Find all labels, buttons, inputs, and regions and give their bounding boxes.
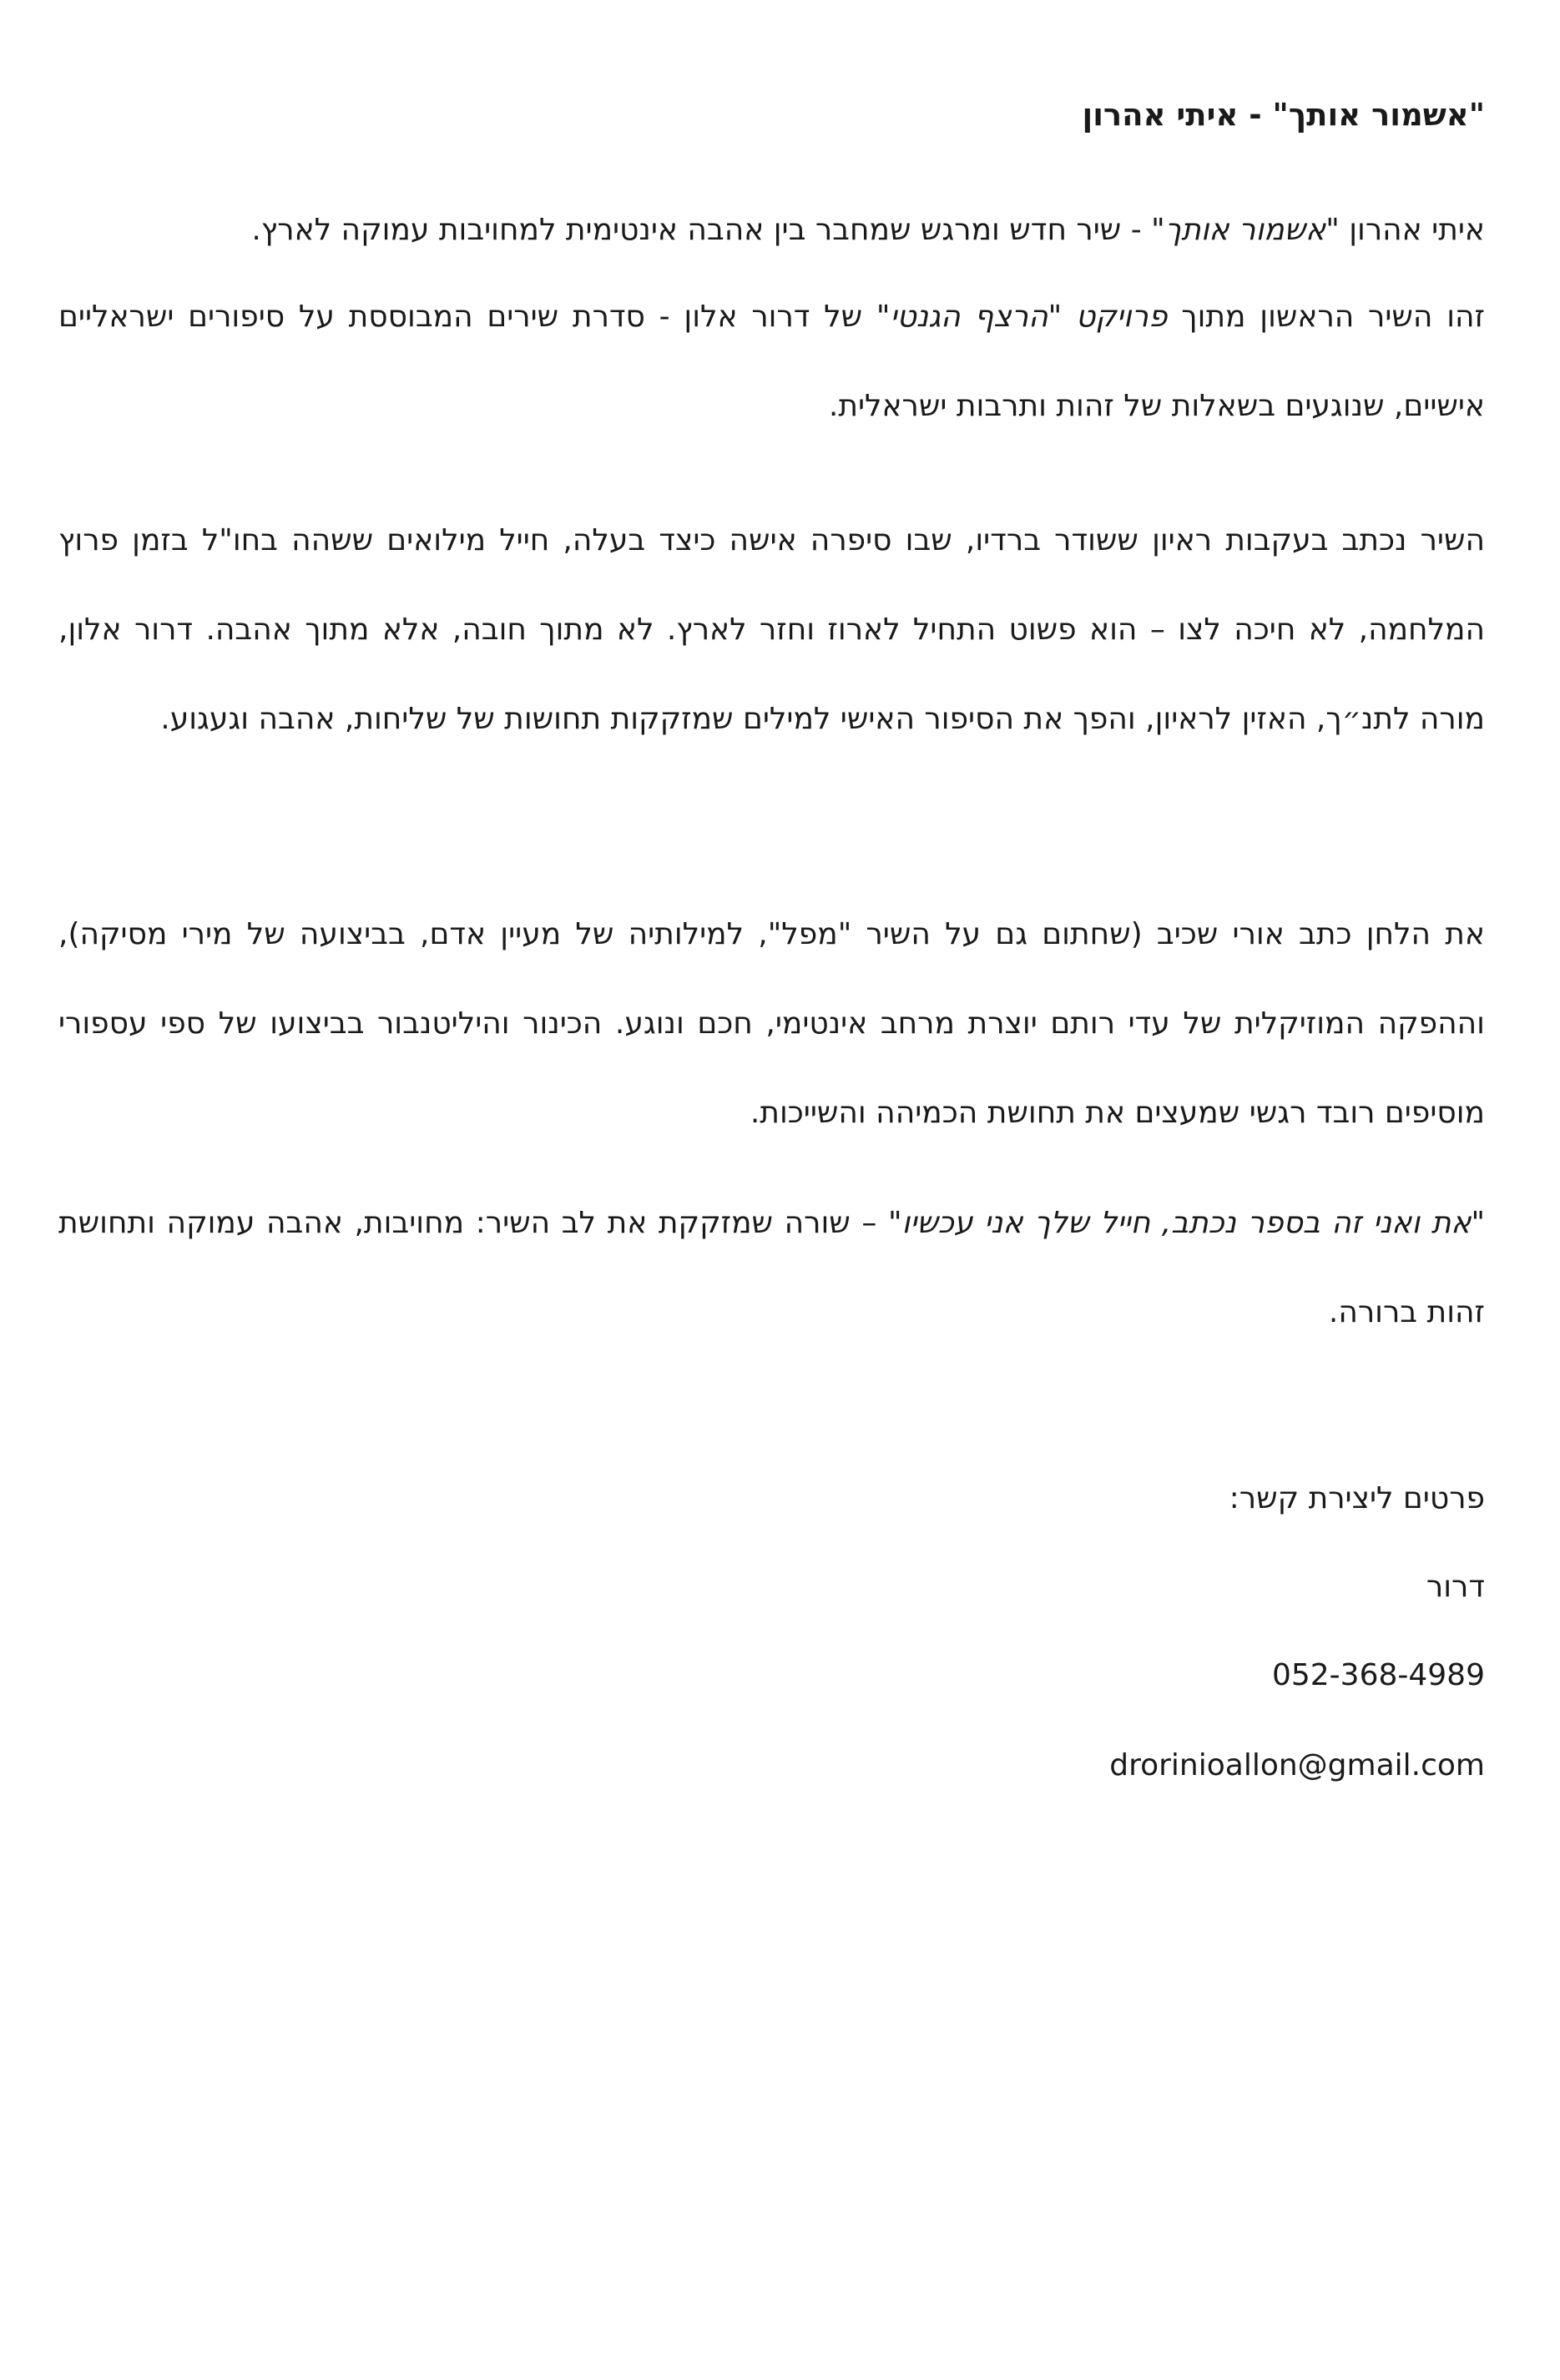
paragraph-credits bbox=[58, 890, 1485, 1157]
paragraph-project bbox=[58, 272, 1485, 451]
contact-phone: 052-368-4989 bbox=[1271, 1658, 1485, 1692]
contact-email: drorinioallon@gmail.com bbox=[1109, 1748, 1485, 1782]
text-segment: זהו השיר הראשון מתוך bbox=[1167, 300, 1485, 334]
paragraph-intro bbox=[58, 185, 1485, 275]
text-segment: את הלחן כתב אורי שכיב (שחתום גם על השיר "מפל", למילותיה של מעיין אדם, בביצועה של מירי מסיקה), וההפקה המוזיקלית של עדי רותם יוצרת מרחב אינטימי, חכם ונוגע. הכינור והיליטנבור בביצועו של ספי עספורי מוסיפים רובד רגשי שמעצים את תחושת הכמיהה והשייכות. bbox=[58, 917, 1485, 1130]
text-segment: של דרור אלון - סדרת שירים המבוססת על סיפורים ישראליים אישיים, שנוגעים בשאלות של זהות ותרבות ישראלית. bbox=[58, 300, 1485, 423]
text-segment: איתי אהרון bbox=[1339, 213, 1485, 247]
text-segment: - שיר חדש ומרגש שמחבר בין אהבה אינטימית למחויבות עמוקה לארץ. bbox=[251, 213, 1152, 247]
text-segment: השיר נכתב בעקבות ראיון ששודר ברדיו, שבו סיפרה אישה כיצד בעלה, חייל מילואים ששהה בחו"ל בזמן פרוץ המלחמה, לא חיכה לצו – הוא פשוט התחיל לארוז וחזר לארץ. לא מתוך חובה, אלא מתוך אהבה. דרור אלון, מורה לתנ״ך, האזין לראיון, והפך את הסיפור האישי למילים שמזקקות תחושות של שליחות, אהבה וגעגוע. bbox=[58, 523, 1485, 736]
contact-name: דרור bbox=[1426, 1570, 1485, 1604]
lyric-quote-italic: "את ואני זה בספר נכתב, חייל שלך אני עכשיו" bbox=[887, 1206, 1485, 1240]
project-name-italic: פרויקט "הרצף הגנטי" bbox=[876, 300, 1168, 334]
document-title: "אשמור אותך" - איתי אהרון bbox=[1082, 97, 1485, 133]
song-title-italic: "אשמור אותך" bbox=[1151, 213, 1340, 247]
paragraph-story bbox=[58, 496, 1485, 764]
contact-heading: פרטים ליצירת קשר: bbox=[1229, 1481, 1485, 1515]
paragraph-quote bbox=[58, 1178, 1485, 1357]
text-segment: – שורה שמזקקת את לב השיר: מחויבות, אהבה עמוקה ותחושת זהות ברורה. bbox=[58, 1206, 1485, 1329]
